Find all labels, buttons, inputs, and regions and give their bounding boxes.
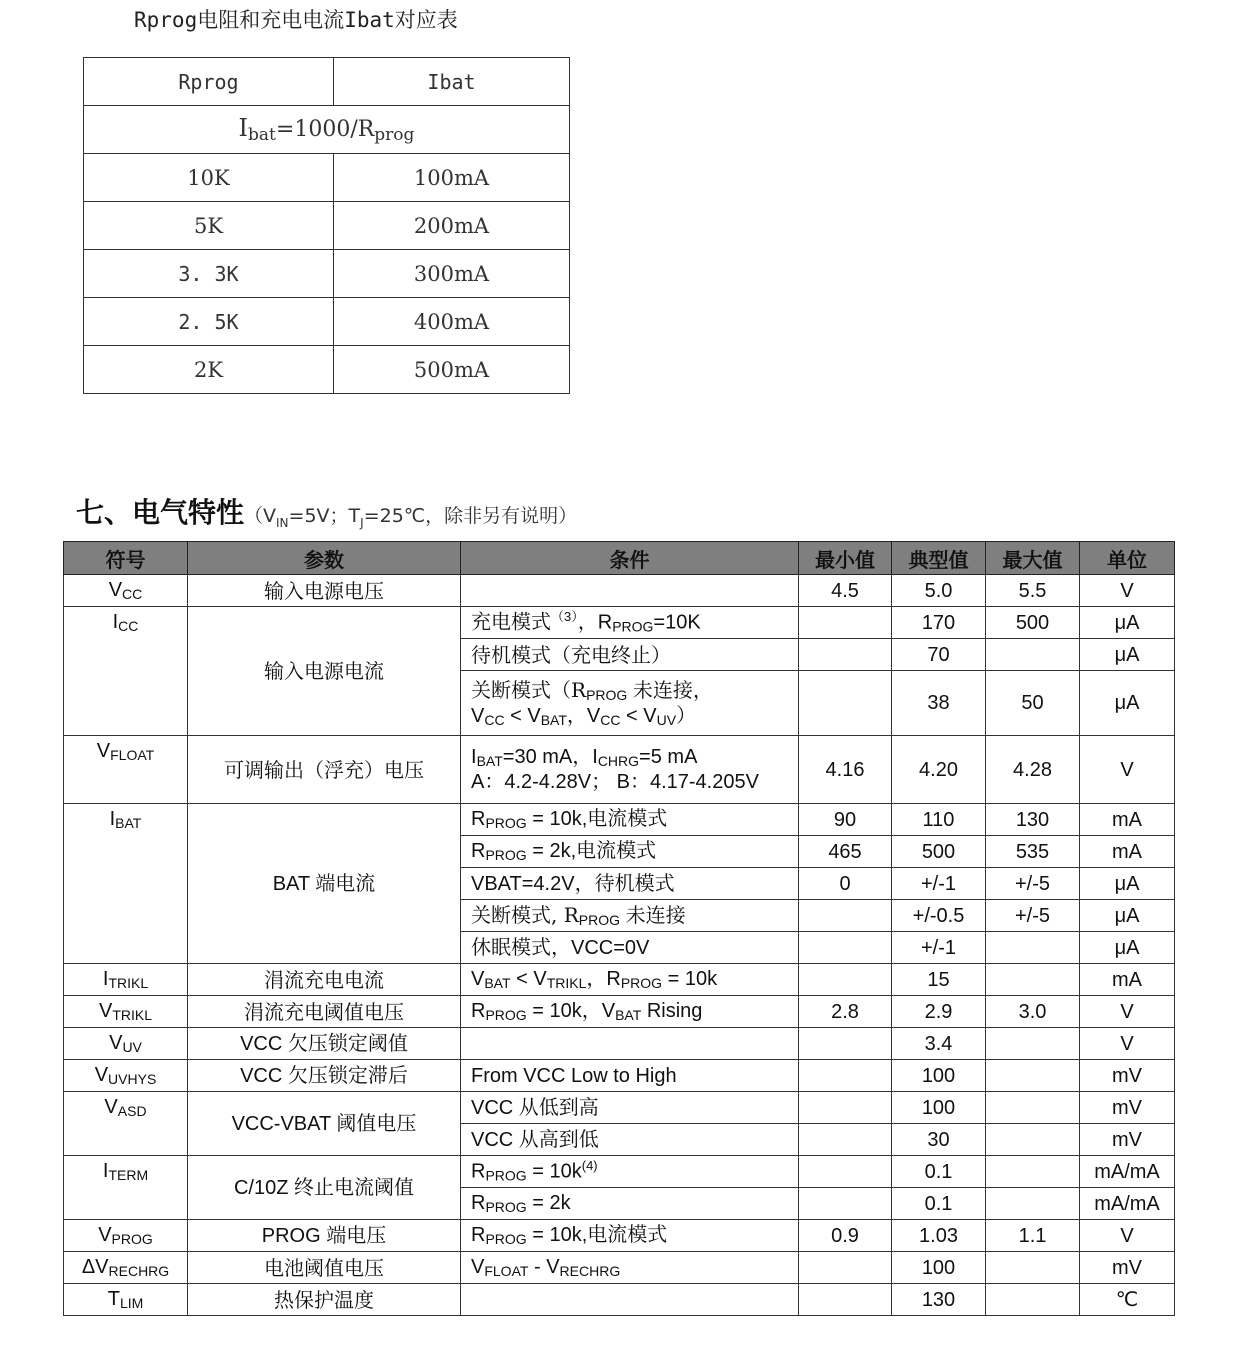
max-cell: 5.5	[986, 575, 1080, 607]
min-cell	[799, 607, 892, 639]
table-header-row	[64, 542, 1175, 575]
parameter-cell: 涓流充电电流	[188, 964, 461, 996]
symbol-cell: $V_{PROG}$	[64, 1220, 188, 1252]
min-cell	[799, 932, 892, 964]
typ-cell: 2.9	[892, 996, 986, 1028]
max-cell: 535	[986, 836, 1080, 868]
condition-cell: $V_{BAT} < V_{TRIKL}$，$R_{PROG} = 10k$	[461, 964, 799, 996]
condition-cell: VCC 从高到低	[461, 1124, 799, 1156]
ibat-value: 300mA	[334, 250, 570, 298]
max-cell	[986, 932, 1080, 964]
condition-cell: 充电模式$^{(3)}$，$R_{PROG}=10K$	[461, 607, 799, 639]
max-cell: 3.0	[986, 996, 1080, 1028]
table-row	[64, 736, 1175, 804]
min-cell	[799, 1156, 892, 1188]
min-cell: 2.8	[799, 996, 892, 1028]
table-row	[64, 1092, 1175, 1124]
section-heading	[76, 491, 577, 531]
ibat-value: 100mA	[334, 154, 570, 202]
symbol-cell: $I_{BAT}$	[64, 804, 188, 964]
table-row	[64, 1060, 1175, 1092]
parameter-cell: BAT 端电流	[188, 804, 461, 964]
max-cell: 4.28	[986, 736, 1080, 804]
typ-cell: 15	[892, 964, 986, 996]
min-cell: 90	[799, 804, 892, 836]
symbol-cell: $I_{TRIKL}$	[64, 964, 188, 996]
header-unit: 单位	[1080, 542, 1175, 575]
condition-cell: From VCC Low to High	[461, 1060, 799, 1092]
unit-cell: mA	[1080, 804, 1175, 836]
max-cell: 1.1	[986, 1220, 1080, 1252]
unit-cell: μA	[1080, 607, 1175, 639]
ibat-value: 500mA	[334, 346, 570, 394]
table-row	[84, 154, 570, 202]
parameter-cell: 输入电源电压	[188, 575, 461, 607]
condition-cell: $R_{PROG} = 10k$,电流模式	[461, 1220, 799, 1252]
condition-cell	[461, 1284, 799, 1316]
unit-cell: V	[1080, 1028, 1175, 1060]
header-symbol: 符号	[64, 542, 188, 575]
typ-cell: +/-1	[892, 932, 986, 964]
unit-cell: mA	[1080, 964, 1175, 996]
section-conditions: （$V_{IN}=5V$；$T_J=25℃$，除非另有说明）	[244, 505, 578, 530]
symbol-cell: $T_{LIM}$	[64, 1284, 188, 1316]
typ-cell: 38	[892, 671, 986, 736]
unit-cell: V	[1080, 996, 1175, 1028]
min-cell: 0.9	[799, 1220, 892, 1252]
condition-cell: 关断模式, $R_{PROG}$ 未连接	[461, 900, 799, 932]
unit-cell: mV	[1080, 1124, 1175, 1156]
rprog-value: 5K	[84, 202, 334, 250]
condition-cell	[461, 575, 799, 607]
min-cell	[799, 1284, 892, 1316]
typ-cell: 0.1	[892, 1156, 986, 1188]
condition-cell: $R_{PROG} = 10k$,电流模式	[461, 804, 799, 836]
condition-cell: $R_{PROG} = 10k^{(4)}$	[461, 1156, 799, 1188]
typ-cell: 4.20	[892, 736, 986, 804]
max-cell: 500	[986, 607, 1080, 639]
unit-cell: mA	[1080, 836, 1175, 868]
typ-cell: 170	[892, 607, 986, 639]
unit-cell: ℃	[1080, 1284, 1175, 1316]
table-row	[64, 1220, 1175, 1252]
min-cell	[799, 639, 892, 671]
min-cell	[799, 1124, 892, 1156]
table-row	[64, 1252, 1175, 1284]
max-cell	[986, 1188, 1080, 1220]
min-cell	[799, 671, 892, 736]
condition-cell: $R_{PROG} = 2k$,电流模式	[461, 836, 799, 868]
symbol-cell: $I_{CC}$	[64, 607, 188, 736]
symbol-cell: $V_{UV}$	[64, 1028, 188, 1060]
symbol-cell: $V_{UVHYS}$	[64, 1060, 188, 1092]
max-cell	[986, 1092, 1080, 1124]
unit-cell: μA	[1080, 639, 1175, 671]
table-row	[64, 1284, 1175, 1316]
parameter-cell: 输入电源电流	[188, 607, 461, 736]
rprog-table-title: Rprog电阻和充电电流Ibat对应表	[134, 8, 458, 32]
condition-cell: 关断模式（$R_{PROG}$ 未连接， $V_{CC} < V_{BAT}$，$V_{CC} < V_{UV}$）	[461, 671, 799, 736]
condition-cell: $I_{BAT}=30$ mA，$I_{CHRG}=5$ mA A：4.2-4.28V； B：4.17-4.205V	[461, 736, 799, 804]
min-cell	[799, 1252, 892, 1284]
max-cell	[986, 1284, 1080, 1316]
typ-cell: 130	[892, 1284, 986, 1316]
unit-cell: μA	[1080, 868, 1175, 900]
symbol-cell: $V_{TRIKL}$	[64, 996, 188, 1028]
formula-row	[84, 106, 570, 154]
condition-cell: VBAT=4.2V，待机模式	[461, 868, 799, 900]
condition-cell	[461, 1028, 799, 1060]
max-cell: 50	[986, 671, 1080, 736]
parameter-cell: 涓流充电阈值电压	[188, 996, 461, 1028]
unit-cell: μA	[1080, 932, 1175, 964]
condition-cell: 休眠模式，VCC=0V	[461, 932, 799, 964]
table-row	[64, 607, 1175, 639]
symbol-cell: $I_{TERM}$	[64, 1156, 188, 1220]
typ-cell: 70	[892, 639, 986, 671]
min-cell: 4.16	[799, 736, 892, 804]
max-cell	[986, 1028, 1080, 1060]
unit-cell: mV	[1080, 1252, 1175, 1284]
rprog-value: 10K	[84, 154, 334, 202]
header-ibat: Ibat	[334, 58, 570, 106]
unit-cell: V	[1080, 736, 1175, 804]
table-row	[64, 996, 1175, 1028]
parameter-cell: PROG 端电压	[188, 1220, 461, 1252]
parameter-cell: VCC 欠压锁定滞后	[188, 1060, 461, 1092]
unit-cell: mA/mA	[1080, 1188, 1175, 1220]
unit-cell: μA	[1080, 671, 1175, 736]
header-max: 最大值	[986, 542, 1080, 575]
table-row	[64, 1028, 1175, 1060]
typ-cell: 3.4	[892, 1028, 986, 1060]
typ-cell: 500	[892, 836, 986, 868]
electrical-characteristics-table	[63, 541, 1175, 1316]
unit-cell: mV	[1080, 1060, 1175, 1092]
condition-cell: VCC 从低到高	[461, 1092, 799, 1124]
parameter-cell: VCC 欠压锁定阈值	[188, 1028, 461, 1060]
typ-cell: 1.03	[892, 1220, 986, 1252]
header-typ: 典型值	[892, 542, 986, 575]
typ-cell: +/-1	[892, 868, 986, 900]
unit-cell: mA/mA	[1080, 1156, 1175, 1188]
condition-cell: $V_{FLOAT} - V_{RECHRG}$	[461, 1252, 799, 1284]
max-cell	[986, 1060, 1080, 1092]
max-cell	[986, 964, 1080, 996]
section-title: 七、电气特性	[76, 496, 245, 529]
min-cell	[799, 1028, 892, 1060]
min-cell: 465	[799, 836, 892, 868]
table-row	[64, 1156, 1175, 1188]
unit-cell: mV	[1080, 1092, 1175, 1124]
table-row	[64, 964, 1175, 996]
header-parameter: 参数	[188, 542, 461, 575]
typ-cell: 100	[892, 1092, 986, 1124]
min-cell	[799, 964, 892, 996]
min-cell	[799, 900, 892, 932]
typ-cell: 100	[892, 1060, 986, 1092]
header-min: 最小值	[799, 542, 892, 575]
typ-cell: 30	[892, 1124, 986, 1156]
min-cell	[799, 1188, 892, 1220]
typ-cell: 100	[892, 1252, 986, 1284]
rprog-value: 2. 5K	[84, 298, 334, 346]
table-row	[84, 202, 570, 250]
table-row	[64, 804, 1175, 836]
rprog-ibat-table	[83, 57, 570, 394]
unit-cell: V	[1080, 1220, 1175, 1252]
symbol-cell: $V_{FLOAT}$	[64, 736, 188, 804]
table-header-row	[84, 58, 570, 106]
table-row	[84, 250, 570, 298]
symbol-cell: $V_{ASD}$	[64, 1092, 188, 1156]
max-cell	[986, 639, 1080, 671]
unit-cell: V	[1080, 575, 1175, 607]
max-cell: +/-5	[986, 900, 1080, 932]
symbol-cell: $V_{CC}$	[64, 575, 188, 607]
table-row	[64, 575, 1175, 607]
min-cell: 4.5	[799, 575, 892, 607]
parameter-cell: C/10Z 终止电流阈值	[188, 1156, 461, 1220]
header-rprog: Rprog	[84, 58, 334, 106]
max-cell	[986, 1156, 1080, 1188]
ibat-value: 400mA	[334, 298, 570, 346]
parameter-cell: 可调输出（浮充）电压	[188, 736, 461, 804]
header-condition: 条件	[461, 542, 799, 575]
typ-cell: 0.1	[892, 1188, 986, 1220]
max-cell	[986, 1124, 1080, 1156]
table-row	[84, 298, 570, 346]
min-cell: 0	[799, 868, 892, 900]
max-cell: +/-5	[986, 868, 1080, 900]
typ-cell: 110	[892, 804, 986, 836]
max-cell: 130	[986, 804, 1080, 836]
parameter-cell: VCC-VBAT 阈值电压	[188, 1092, 461, 1156]
ibat-formula: $I_{bat}=1000/R_{prog}$	[84, 106, 570, 154]
parameter-cell: 电池阈值电压	[188, 1252, 461, 1284]
typ-cell: 5.0	[892, 575, 986, 607]
parameter-cell: 热保护温度	[188, 1284, 461, 1316]
min-cell	[799, 1060, 892, 1092]
condition-cell: $R_{PROG} = 2k$	[461, 1188, 799, 1220]
rprog-value: 2K	[84, 346, 334, 394]
max-cell	[986, 1252, 1080, 1284]
ibat-value: 200mA	[334, 202, 570, 250]
rprog-value: 3. 3K	[84, 250, 334, 298]
min-cell	[799, 1092, 892, 1124]
symbol-cell: $\Delta V_{RECHRG}$	[64, 1252, 188, 1284]
typ-cell: +/-0.5	[892, 900, 986, 932]
condition-cell: $R_{PROG} = 10k$，$V_{BAT}$ Rising	[461, 996, 799, 1028]
table-row	[84, 346, 570, 394]
condition-cell: 待机模式（充电终止）	[461, 639, 799, 671]
unit-cell: μA	[1080, 900, 1175, 932]
